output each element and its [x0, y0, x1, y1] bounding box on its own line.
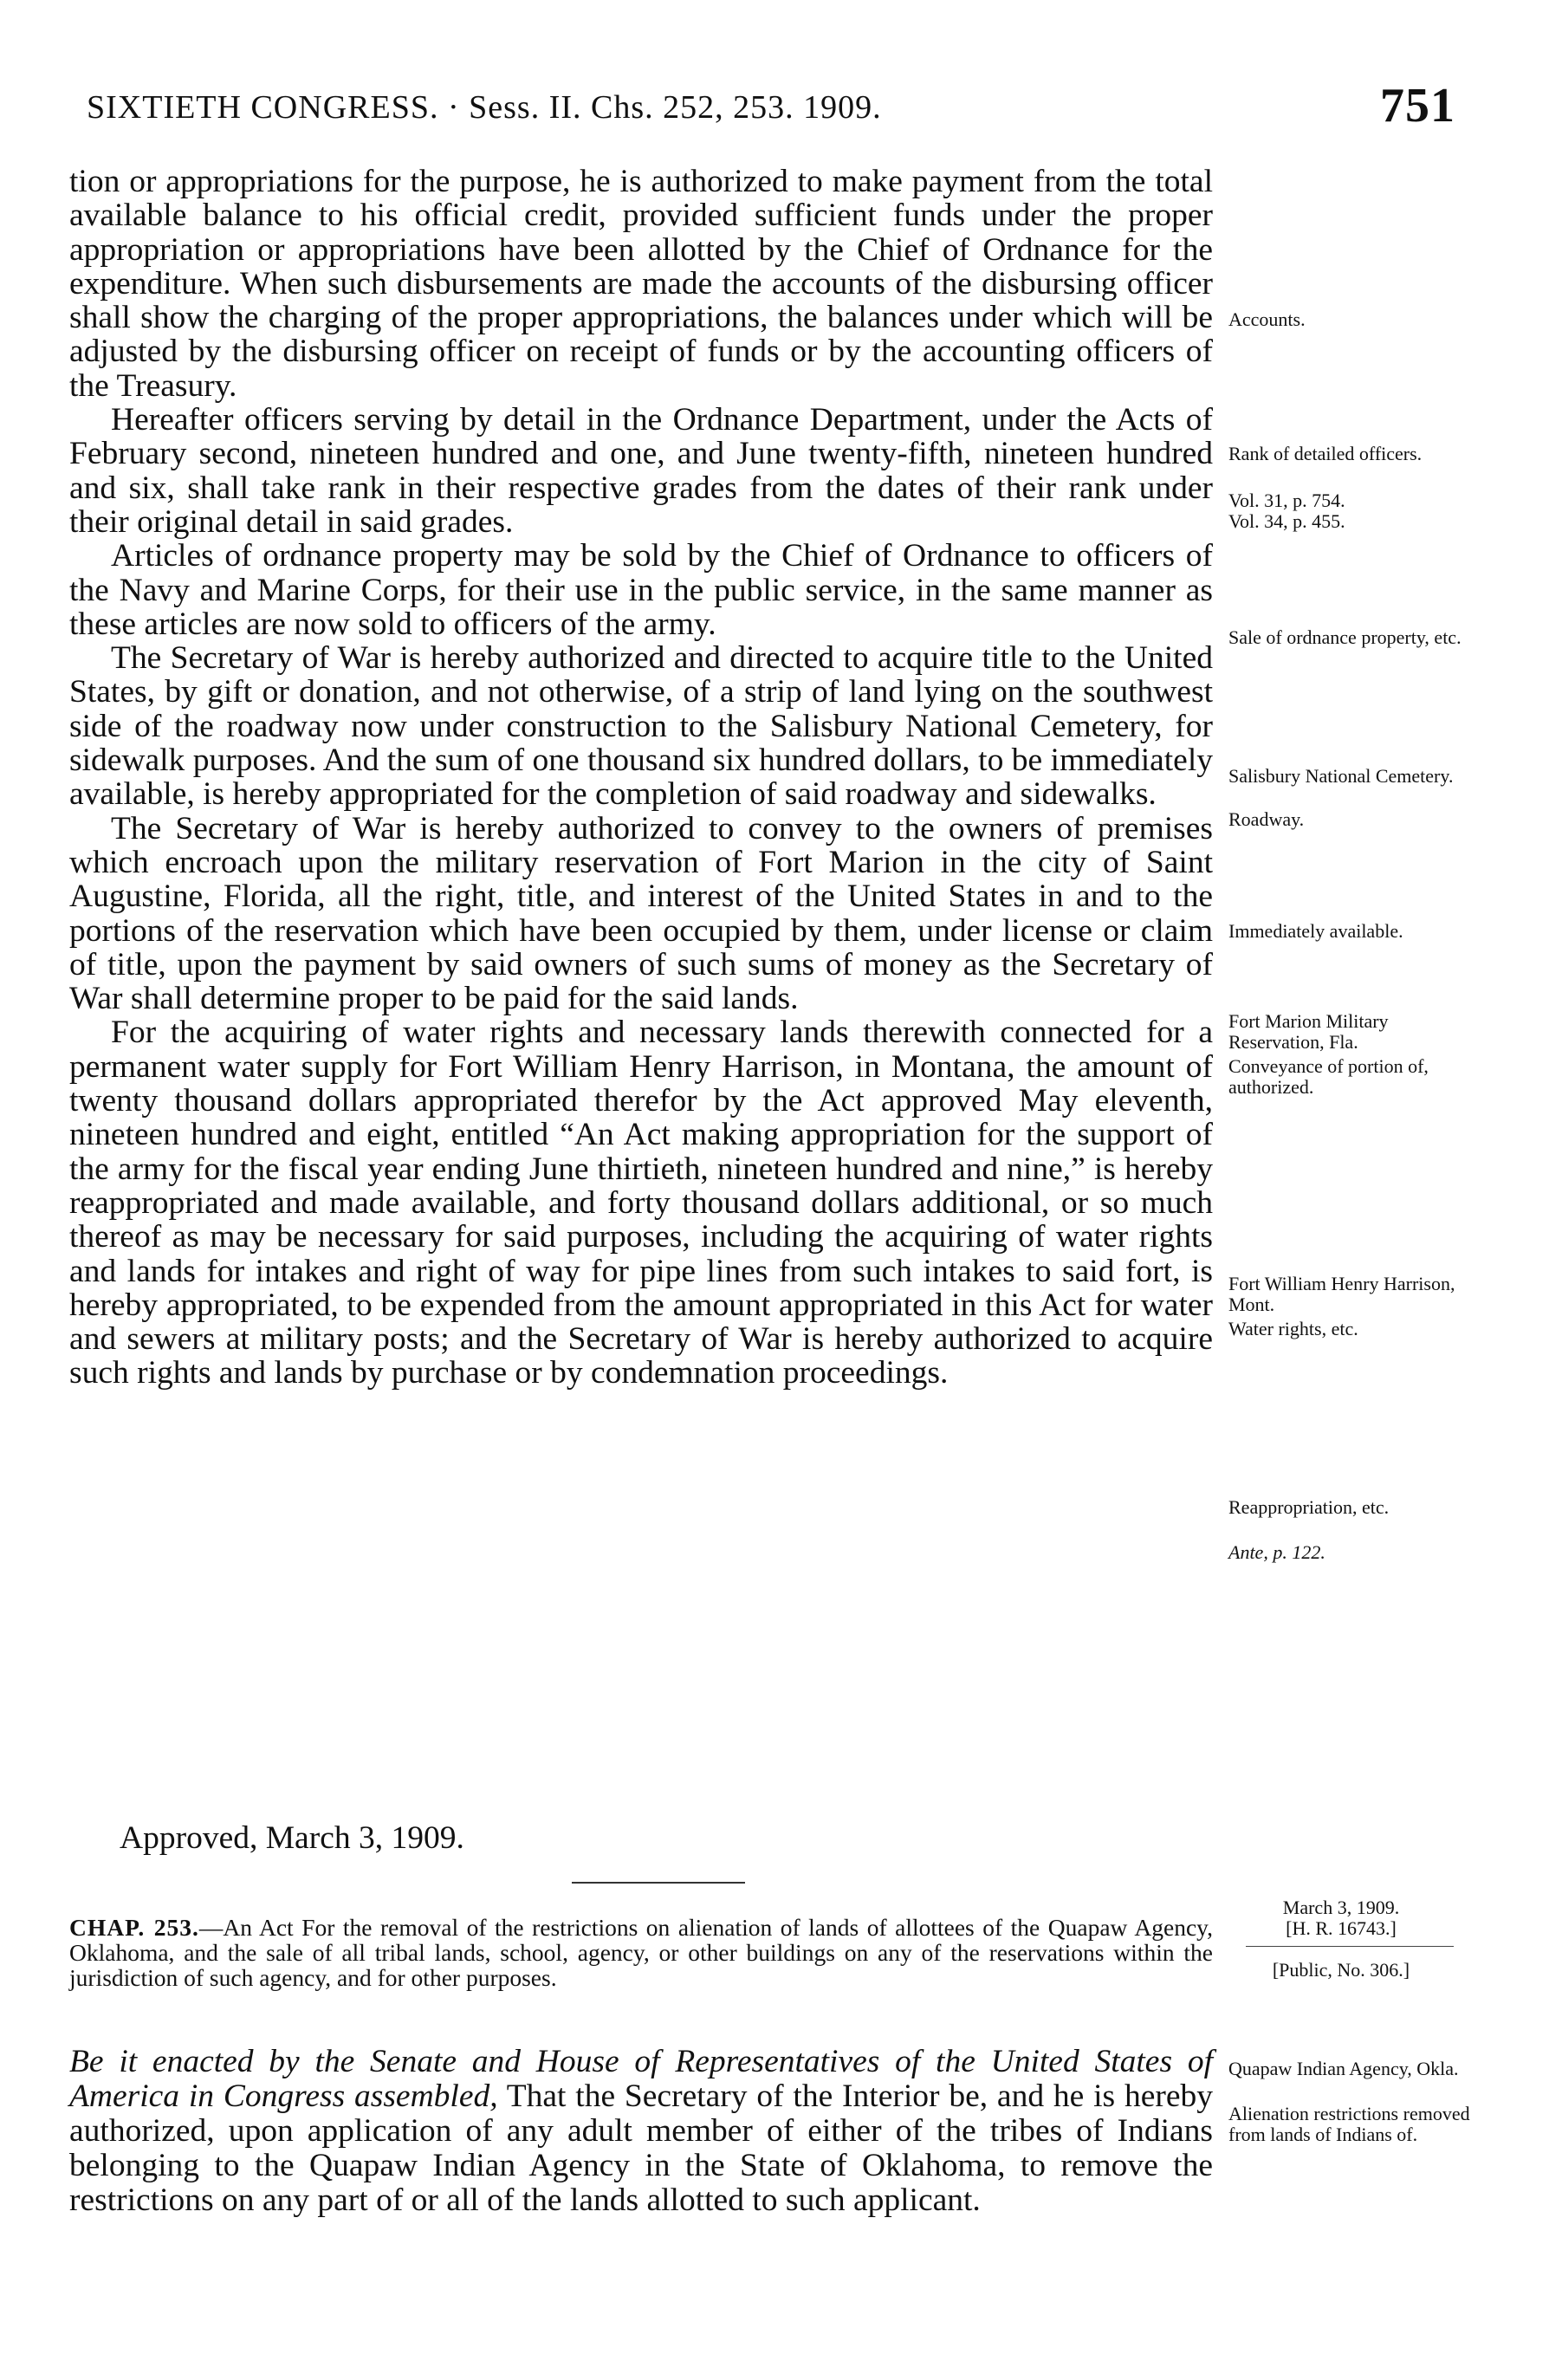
- margin-note-fort-harrison: Fort William Henry Harrison, Mont.: [1228, 1273, 1455, 1315]
- paragraph-fort-harrison: For the acquiring of water rights and necessary lands therewith connected for a permanent water supply for Fort William Henry Harrison, in Montana, the amount of twenty thousand dollars appropriated therefor by the Act approved May eleventh, nineteen hundred and eight, entitled “An Act making appropriation for the support of the army for the fiscal year ending June thirtieth, nineteen hundred and nine,” is hereby reappropriated and made available, and forty thousand dollars additional, or so much thereof as may be necessary for said purposes, including the acquiring of water rights and lands for intakes and right of way for pipe lines from such intakes to said fort, is hereby appropriated, to be expended from the amount appropriated in this Act for water and sewers at military posts; and the Secretary of War is hereby authorized to acquire such rights and lands by purchase or by condemnation proceedings.: [69, 1015, 1213, 1391]
- paragraph-fort-marion: The Secretary of War is hereby authorized to convey to the owners of premises which encroach upon the military reservation of Fort Marion in the city of Saint Augustine, Florida, all the right, title, and interest of the United States in and to the portions of the reservation which have been occupied by them, under license or claim of title, upon the payment by said owners of such sums of money as the Secretary of War shall determine proper to be paid for the said lands.: [69, 810, 1213, 1017]
- section-divider: [572, 1882, 745, 1884]
- margin-note-quapaw: Quapaw Indian Agency, Okla.: [1228, 2058, 1459, 2079]
- chapter-heading: [69, 1915, 1213, 1990]
- margin-note-salisbury: Salisbury National Cemetery.: [1228, 765, 1454, 787]
- margin-note-accounts: Accounts.: [1228, 308, 1306, 330]
- margin-note-immediately: Immediately available.: [1228, 920, 1403, 942]
- page-header: [87, 78, 1455, 139]
- enactment-paragraph: [69, 2045, 1213, 2218]
- margin-note-bill: [H. R. 16743.]: [1286, 1917, 1397, 1939]
- margin-note-date: March 3, 1909.: [1282, 1897, 1400, 1918]
- enacting-clause: Be it enacted by the Senate and House of Representatives of the United States of America in Congress assembled,: [69, 2044, 1213, 2114]
- margin-note-reappropriation: Reappropriation, etc.: [1228, 1496, 1390, 1518]
- margin-note-ante: Ante, p. 122.: [1228, 1541, 1325, 1563]
- margin-note-conveyance: Conveyance of portion of, authorized.: [1228, 1055, 1429, 1098]
- approval-line: Approved, March 3, 1909.: [120, 1820, 464, 1856]
- margin-note-rank: Rank of detailed officers.: [1228, 443, 1423, 464]
- chapter-title: —An Act For the removal of the restrictions on alienation of lands of allottees of the Quapaw Agency, Oklahoma, and the sale of all tribal lands, school, agency, or other buildings on any of the reservations within the jurisdiction of such agency, and for other purposes.: [69, 1914, 1213, 1991]
- margin-note-public-law: [Public, No. 306.]: [1272, 1959, 1410, 1981]
- margin-note-sale: Sale of ordnance property, etc.: [1228, 626, 1462, 648]
- paragraph-sale-ordnance: Articles of ordnance property may be sold by the Chief of Ordnance to officers of the Navy and Marine Corps, for their use in the public service, in the same manner as these articles are now sold to officers of the army.: [69, 538, 1213, 642]
- running-head: SIXTIETH CONGRESS. · Sess. II. Chs. 252, 253. 1909.: [87, 89, 882, 126]
- margin-note-rank-ref2: Vol. 34, p. 455.: [1228, 510, 1345, 532]
- margin-rule: [1246, 1946, 1454, 1947]
- margin-note-fort-marion: Fort Marion Military Reservation, Fla.: [1228, 1010, 1389, 1053]
- margin-note-alienation: Alienation restrictions removed from lands of Indians of.: [1228, 2103, 1470, 2145]
- margin-note-water-rights: Water rights, etc.: [1228, 1318, 1358, 1339]
- margin-note-rank-ref1: Vol. 31, p. 754.: [1228, 490, 1345, 511]
- paragraph-rank: Hereafter officers serving by detail in the Ordnance Department, under the Acts of February second, nineteen hundred and one, and June twenty-fifth, nineteen hundred and six, shall take rank in their respective grades from the dates of their rank under their original detail in said grades.: [69, 402, 1213, 540]
- chapter-number: CHAP. 253.: [69, 1914, 199, 1941]
- main-text: [69, 165, 1213, 1391]
- enactment-text: That the Secretary of the Interior be, and he is hereby authorized, upon application of any adult member of either of the tribes of Indians belonging to the Quapaw Indian Agency in the State of Oklahoma, to remove the restrictions on any part of or all of the lands allotted to such applicant.: [69, 2078, 1213, 2218]
- paragraph-disbursement: tion or appropriations for the purpose, he is authorized to make payment from the total available balance to his official credit, provided sufficient funds under the proper appropriation or appropriations have been allotted by the Chief of Ordnance for the expenditure. When such disbursements are made the accounts of the disbursing officer shall show the charging of the proper appropriations, the balances under which will be adjusted by the disbursing officer on receipt of funds or by the accounting officers of the Treasury.: [69, 164, 1213, 404]
- margin-note-roadway: Roadway.: [1228, 808, 1305, 830]
- paragraph-salisbury: The Secretary of War is hereby authorized and directed to acquire title to the United States, by gift or donation, and not otherwise, of a strip of land lying on the southwest side of the roadway now under construction to the Salisbury National Cemetery, for sidewalk purposes. And the sum of one thousand six hundred dollars, to be immediately available, is hereby appropriated for the completion of said roadway and sidewalks.: [69, 640, 1213, 813]
- page-number: 751: [1380, 79, 1455, 133]
